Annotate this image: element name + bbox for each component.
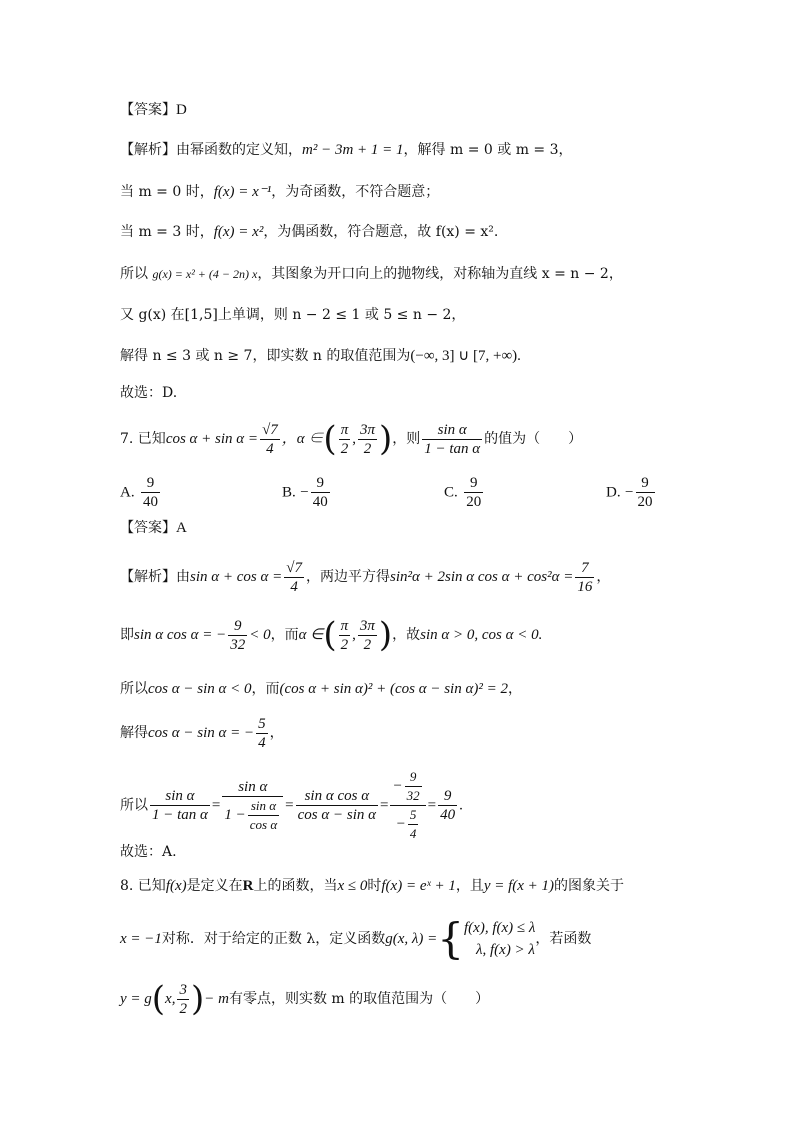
option-label: B. [282,484,296,501]
right-paren: ) [378,615,393,655]
numerator: sin α [150,787,210,806]
q7-sqrt7-over-4 [260,421,280,458]
fraction-5 [438,787,457,824]
numerator: sin α cos α [296,787,378,806]
case-m3-function: f(x) = x² [213,224,264,240]
right-paren: ) [190,979,205,1019]
numerator: 3π [359,617,375,634]
fraction-4 [390,768,425,843]
g-tail: ，其图象为开口向上的抛物线，对称轴为直线 x = n − 2， [257,266,623,282]
q7-target-fraction [422,421,482,458]
denominator: 1 − tan α [152,807,208,823]
case-m0: 当 m = 0 时， [120,184,214,200]
numerator: √7 [286,559,302,576]
compound-denominator [222,797,283,834]
numerator: 5 [258,715,266,732]
q7-analysis-line-4 [120,710,284,756]
denominator: 40 [312,494,328,510]
q7-pi-over-2 [339,421,351,458]
equals: = [427,797,437,814]
left-paren: ( [151,979,166,1019]
case-1: f(x), f(x) ≤ λ [464,920,536,936]
denominator: 40 [143,494,159,510]
text: 所以 [120,797,148,814]
option-fraction [636,474,655,511]
q7-analysis-line-1 [120,554,610,600]
equation: sin α cos α = − [134,627,227,643]
q7-alpha-in: ，α ∈ [281,431,324,447]
equals: = [285,797,294,814]
left-brace: { [437,914,464,963]
result: sin α > 0, cos α < 0. [420,627,543,643]
g-definition: g(x) = x² + (4 − 2n) x [152,267,258,281]
comma: , [352,627,356,643]
f-of-x: f(x) [165,878,187,894]
nine-over-32 [405,768,422,805]
option-sign: − [300,484,309,501]
analysis-line-4 [120,264,623,284]
q7-analysis-line-3 [120,679,522,699]
denominator: 2 [363,440,372,457]
choose-text: 故选：A. [120,844,177,860]
case-m3: 当 m = 3 时， [120,224,214,240]
five-over-four [256,715,268,752]
q7-stem-equation: cos α + sin α = [165,431,259,447]
denominator: 2 [340,636,349,653]
option-fraction [464,474,483,511]
analysis-equation: m² − 3m + 1 = 1 [302,142,404,158]
text: 时 [367,878,382,894]
sqrt7-over-4 [284,559,304,596]
denominator: 1 − tan α [424,440,481,457]
minus-m: − m [204,991,229,1007]
answer-value: D [176,102,187,118]
text: 上的函数，当 [253,878,338,894]
analysis-tail: ，解得 m = 0 或 m = 3， [403,142,573,158]
x-arg: x, [165,991,176,1007]
q7-option-b[interactable] [282,474,332,511]
numerator: 5 [408,806,419,825]
numerator: 3π [359,421,375,438]
option-fraction [141,474,160,511]
numerator: 3 [179,981,187,998]
numerator: 9 [141,474,160,493]
numerator: 9 [228,617,247,636]
numerator: √7 [262,421,278,438]
q7-analysis-line-2 [120,612,542,658]
analysis-label: 【解析】 [120,142,176,158]
shifted-function: y = f(x + 1) [483,878,555,894]
g-definition: g(x, λ) = [385,931,438,947]
numerator: 9 [405,768,422,787]
option-sign: − [625,484,634,501]
question-8-line-2 [120,916,591,962]
option-fraction [311,474,330,511]
denominator: 2 [340,440,349,457]
y-equals-g: y = g [120,991,152,1007]
analysis-line-3 [120,222,498,242]
text: 的图象关于 [554,878,625,894]
numerator: 9 [464,474,483,493]
denominator: 32 [406,788,420,803]
inequality: < 0 [249,627,271,643]
denominator [390,806,425,843]
q7-option-c[interactable] [444,474,485,511]
denominator: 2 [363,636,372,653]
numerator: 7 [575,559,594,578]
question-8-line-1 [120,876,624,896]
numerator: sin α [422,421,482,440]
choose-line-1 [120,383,177,403]
text: ，两边平方得 [305,569,390,585]
pi-over-2 [339,617,351,654]
text: ，故 [392,627,421,643]
numerator: 9 [438,787,457,806]
squared-equation: sin²α + 2sin α cos α + cos²α = [389,569,574,585]
seven-over-sixteen [575,559,594,596]
equation: sin α + cos α = [190,569,283,585]
denominator: 32 [230,636,246,653]
text: 解得 [120,725,148,741]
five-over-four [408,806,419,843]
question-7-stem [120,416,582,462]
numerator: sin α [222,778,283,797]
real-set: R [242,878,254,894]
analysis-text: 由幂函数的定义知， [176,142,302,158]
option-label: D. [606,484,621,501]
denominator: 20 [466,494,482,510]
equation: cos α − sin α = − [148,725,255,741]
q7-stem-tail: 的值为（ ） [484,431,583,447]
text: ， [596,569,611,585]
text: 8. 已知 [120,878,166,894]
monotonic-condition: 又 g(x) 在[1,5]上单调，则 n − 2 ≤ 1 或 5 ≤ n − 2， [120,307,466,323]
left-paren: ( [323,615,337,655]
analysis-label: 【解析】 [120,569,176,585]
case-m3-tail: ，为偶函数，符合题意，故 f(x) = x². [263,224,499,240]
case-2: λ, f(x) > λ [476,942,535,958]
one-minus: 1 − [224,806,246,823]
denominator: 4 [258,734,266,751]
analysis-line-5 [120,305,465,325]
text: 有零点，则实数 m 的取值范围为（ ） [228,991,490,1007]
case-m0-tail: ，为奇函数，不符合题意； [271,184,440,200]
q7-choose-line [120,842,177,862]
period: . [459,797,463,814]
denominator: cos α [249,816,278,832]
text: ， [269,725,284,741]
numerator: 9 [311,474,330,493]
minus: − [395,815,406,832]
identity: (cos α + sin α)² + (cos α − sin α)² = 2 [279,681,508,697]
text: 是定义在 [186,878,243,894]
minus: − [392,777,403,794]
three-over-two [177,981,189,1018]
answer-value: A [176,520,187,536]
g-intro: 所以 [120,266,153,282]
numerator: π [340,617,349,634]
text: 所以 [120,681,148,697]
option-label: C. [444,484,458,501]
right-paren: ) [378,419,393,459]
range-text: 解得 n ≤ 3 或 n ≥ 7，即实数 n 的取值范围为 [120,348,411,364]
option-label: A. [120,484,135,501]
q7-stem-prefix: 7. 已知 [120,431,166,447]
text: ，而 [270,627,299,643]
text: ，而 [251,681,280,697]
text: ， [507,681,522,697]
denominator: 20 [637,494,653,510]
denominator: 4 [266,440,274,457]
comma: , [352,431,356,447]
range-value: (−∞, 3] ∪ [7, +∞). [410,348,521,364]
alpha-in: α ∈ [298,627,324,643]
answer-label: 【答案】 [120,520,176,536]
equals: = [380,797,389,814]
numerator: 9 [636,474,655,493]
denominator: 16 [577,578,593,595]
analysis-line-2 [120,182,439,202]
q7-then: ，则 [392,431,421,447]
choose-text: 故选：D. [120,385,178,401]
numerator [390,768,425,806]
inequality: cos α − sin α < 0 [148,681,252,697]
fraction-3 [296,787,378,824]
definition: f(x) = eˣ + 1 [381,878,456,894]
denominator: 4 [409,826,417,841]
case-m0-function: f(x) = x⁻¹ [213,184,272,200]
q7-option-d[interactable] [606,474,657,511]
text: 对称．对于给定的正数 λ，定义函数 [161,931,386,947]
condition: x ≤ 0 [337,878,368,894]
denominator: 40 [440,807,456,823]
text: 即 [120,627,134,643]
q7-analysis-line-5 [120,768,463,843]
text: 由 [176,569,190,585]
left-paren: ( [323,419,337,459]
q7-3pi-over-2 [358,421,377,458]
equals: = [211,797,221,814]
answer-line-1 [120,100,187,120]
denominator: 2 [179,1000,187,1017]
3pi-over-2 [358,617,377,654]
answer-label: 【答案】 [120,102,176,118]
question-8-line-3 [120,976,489,1022]
text: ，若函数 [535,931,592,947]
q7-answer-line [120,518,187,538]
denominator: cos α − sin α [297,807,377,823]
piecewise-cases [464,917,535,961]
fraction-2 [222,778,283,834]
denominator: 4 [290,578,298,595]
analysis-line-6 [120,346,521,366]
inner-fraction [248,797,279,834]
numerator: sin α [248,797,279,816]
numerator: π [340,421,349,438]
q7-option-a[interactable] [120,474,162,511]
analysis-line-1 [120,140,573,160]
text: ，且 [455,878,484,894]
symmetry-line: x = −1 [120,931,162,947]
fraction-1 [150,787,210,824]
nine-over-32 [228,617,247,654]
